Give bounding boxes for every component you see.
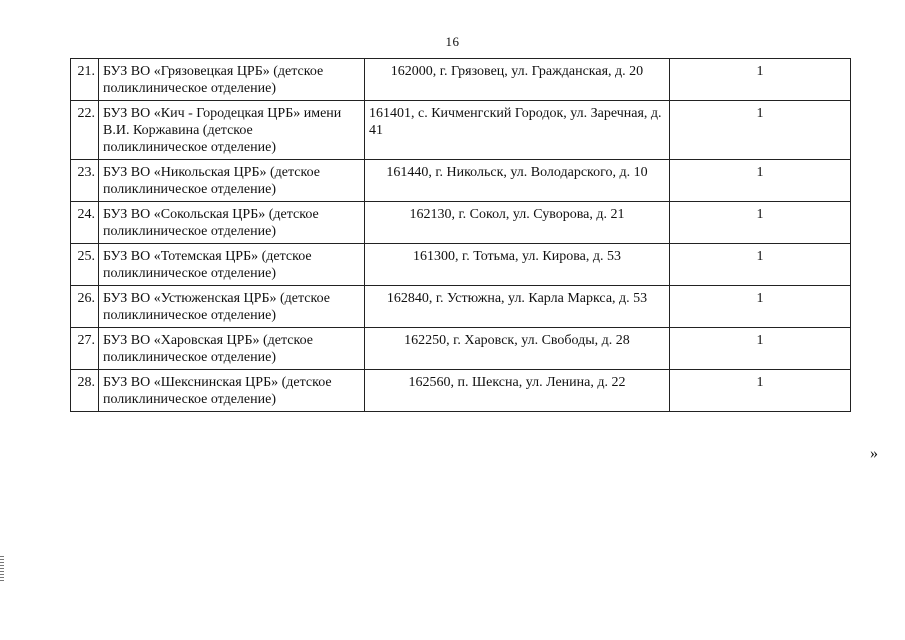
institution-name: БУЗ ВО «Устюженская ЦРБ» (детское поликлиническое отделение)	[99, 286, 365, 328]
institution-address: 162250, г. Харовск, ул. Свободы, д. 28	[365, 328, 670, 370]
institution-address: 162130, г. Сокол, ул. Суворова, д. 21	[365, 202, 670, 244]
institution-name: БУЗ ВО «Сокольская ЦРБ» (детское поликлиническое отделение)	[99, 202, 365, 244]
row-number: 27.	[71, 328, 99, 370]
count-cell: 1	[670, 328, 851, 370]
table-row	[71, 160, 851, 202]
row-number: 26.	[71, 286, 99, 328]
row-number: 23.	[71, 160, 99, 202]
institution-address: 162840, г. Устюжна, ул. Карла Маркса, д. 53	[365, 286, 670, 328]
page-number: 16	[445, 34, 460, 49]
table-row	[71, 202, 851, 244]
institutions-table	[70, 58, 851, 412]
count-cell: 1	[670, 370, 851, 412]
institution-name: БУЗ ВО «Грязовецкая ЦРБ» (детское поликлиническое отделение)	[99, 59, 365, 101]
institution-address: 162000, г. Грязовец, ул. Гражданская, д. 20	[365, 59, 670, 101]
count-cell: 1	[670, 59, 851, 101]
row-number: 25.	[71, 244, 99, 286]
institution-address: 161401, с. Кичменгский Городок, ул. Заречная, д. 41	[365, 101, 670, 160]
row-number: 28.	[71, 370, 99, 412]
count-cell: 1	[670, 244, 851, 286]
institution-name: БУЗ ВО «Шекснинская ЦРБ» (детское поликлиническое отделение)	[99, 370, 365, 412]
row-number: 21.	[71, 59, 99, 101]
table-row	[71, 286, 851, 328]
institution-name: БУЗ ВО «Никольская ЦРБ» (детское поликлиническое отделение)	[99, 160, 365, 202]
scan-edge-marks	[0, 556, 4, 582]
table-row	[71, 328, 851, 370]
table-row	[71, 244, 851, 286]
institution-name: БУЗ ВО «Тотемская ЦРБ» (детское поликлиническое отделение)	[99, 244, 365, 286]
institution-address: 161440, г. Никольск, ул. Володарского, д. 10	[365, 160, 670, 202]
institution-name: БУЗ ВО «Харовская ЦРБ» (детское поликлиническое отделение)	[99, 328, 365, 370]
count-cell: 1	[670, 202, 851, 244]
table-row	[71, 370, 851, 412]
count-cell: 1	[670, 101, 851, 160]
institution-address: 161300, г. Тотьма, ул. Кирова, д. 53	[365, 244, 670, 286]
institution-address: 162560, п. Шексна, ул. Ленина, д. 22	[365, 370, 670, 412]
table-row	[71, 101, 851, 160]
institution-name: БУЗ ВО «Кич - Городецкая ЦРБ» имени В.И. Коржавина (детское поликлиническое отделение)	[99, 101, 365, 160]
closing-quote: »	[870, 445, 878, 462]
row-number: 24.	[71, 202, 99, 244]
table-row	[71, 59, 851, 101]
count-cell: 1	[670, 160, 851, 202]
row-number: 22.	[71, 101, 99, 160]
count-cell: 1	[670, 286, 851, 328]
